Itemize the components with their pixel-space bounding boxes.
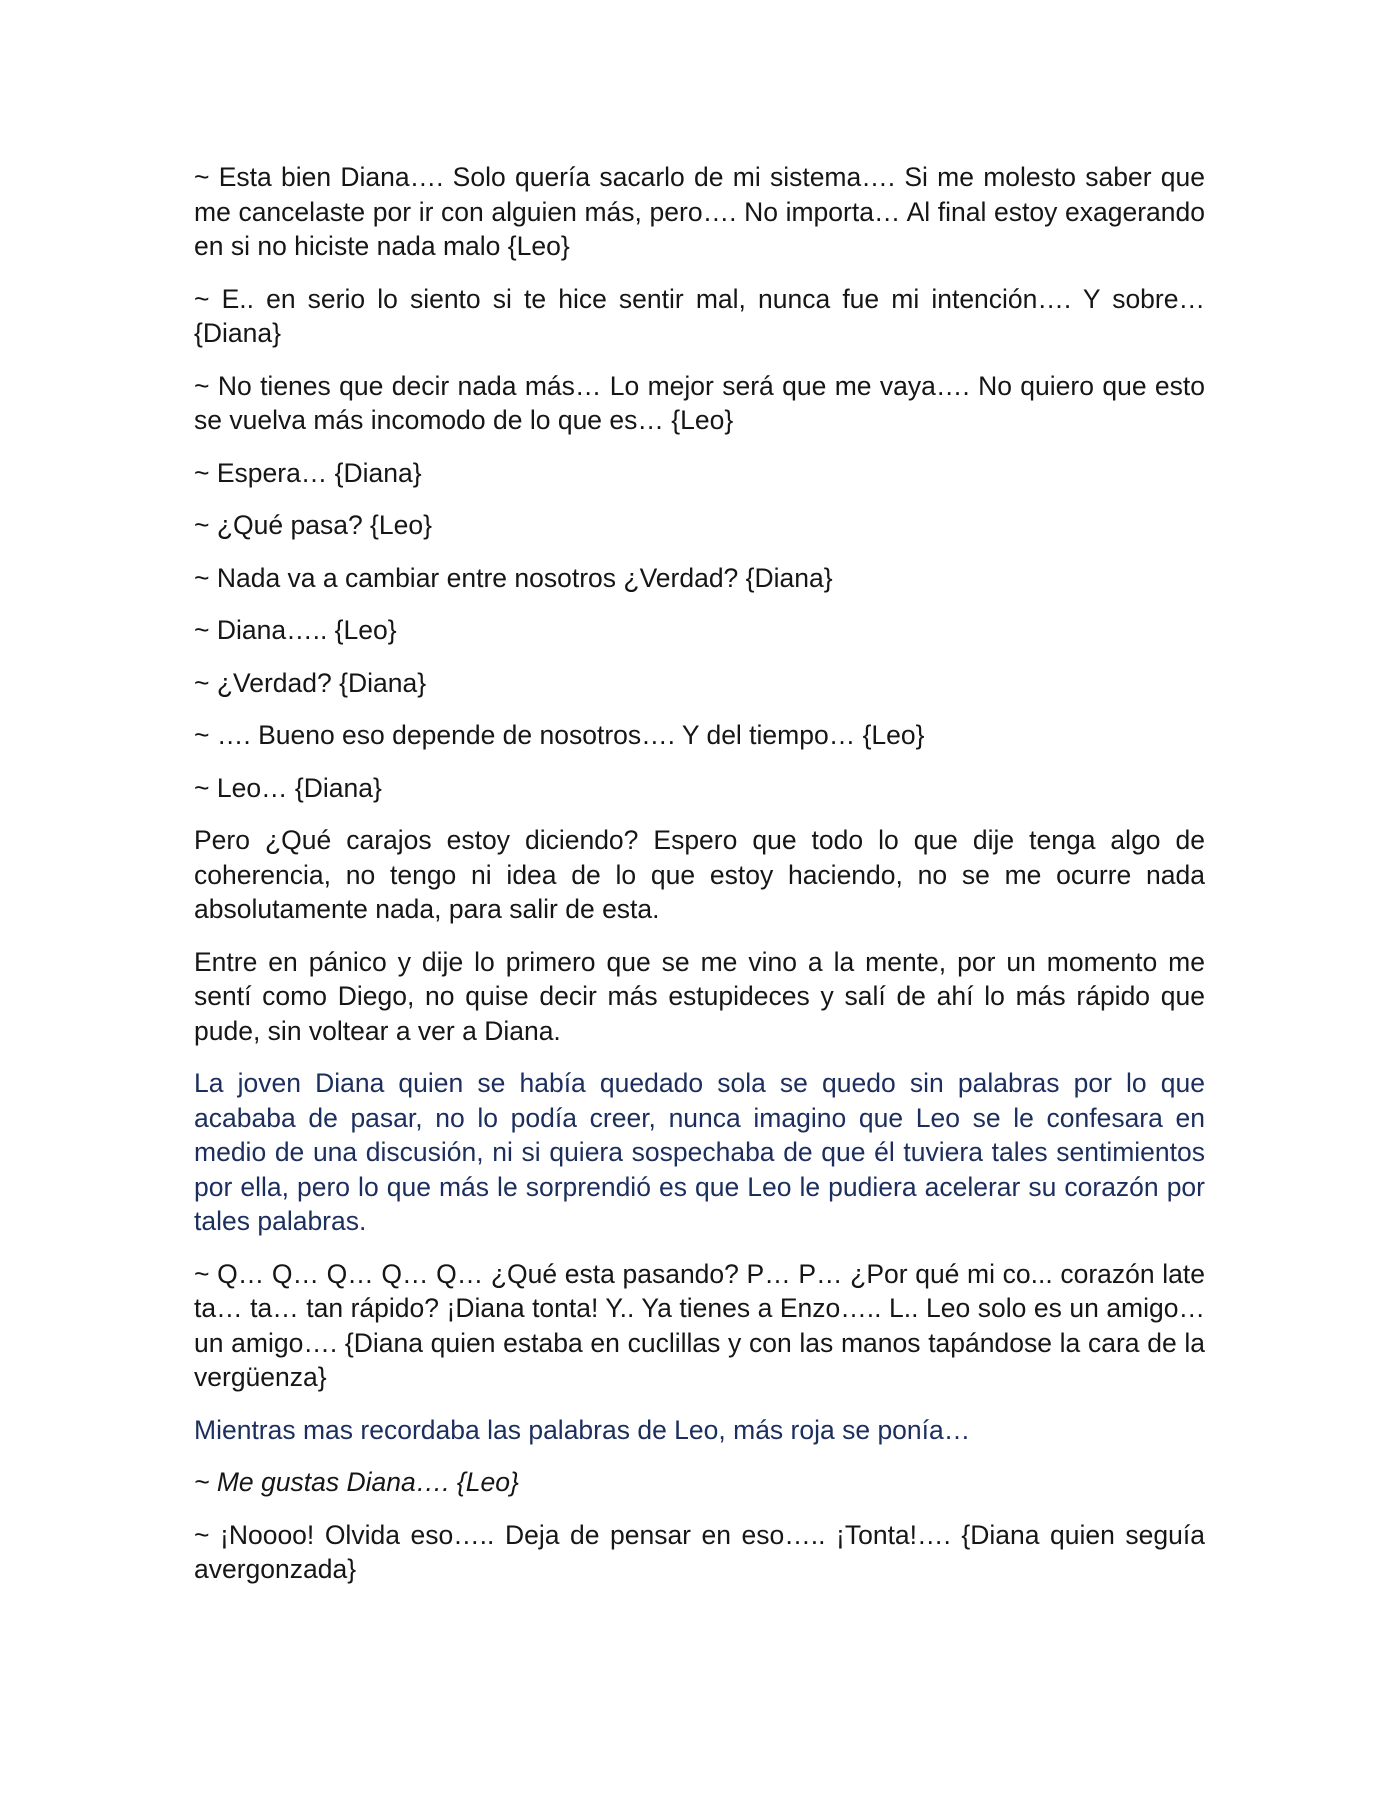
- paragraph-diana-leo: ~ Leo… {Diana}: [194, 772, 382, 803]
- paragraph-diana-right: ~ ¿Verdad? {Diana}: [194, 667, 427, 698]
- paragraph-leo-what: ~ ¿Qué pasa? {Leo}: [194, 510, 432, 540]
- document-page: [194, 160, 1205, 1605]
- paragraph-diana-nothing-changes: ~ Nada va a cambiar entre nosotros ¿Verdad? {Diana}: [194, 562, 833, 593]
- paragraph-narration-blush: Mientras mas recordaba las palabras de Leo, más roja se ponía…: [194, 1414, 971, 1445]
- paragraph-leo-cancel: ~ Esta bien Diana…. Solo quería sacarlo de mi sistema…. Si me molesto saber que me cancelaste por ir con alguien más, pero…. No importa… Al final estoy exagerando en si no hiciste nada malo {Leo}: [194, 162, 1205, 261]
- paragraph-leo-diana: ~ Diana….. {Leo}: [194, 615, 397, 645]
- paragraph-panic: Entre en pánico y dije lo primero que se me vino a la mente, por un momento me sentí como Diego, no quise decir más estupideces y salí de ahí lo más rápido que pude, sin voltear a ver a Diana.: [194, 946, 1205, 1046]
- paragraph-diana-forget: ~ ¡Noooo! Olvida eso….. Deja de pensar en eso….. ¡Tonta!…. {Diana quien seguía avergonzada}: [194, 1519, 1205, 1584]
- paragraph-narration-diana-alone: La joven Diana quien se había quedado sola se quedo sin palabras por lo que acababa de pasar, no lo podía creer, nunca imagino que Leo se le confesara en medio de una discusión, ni si quiera sospechaba de que él tuviera tales sentimientos por ella, pero lo que más le sorprendió es que Leo le pudiera acelerar su corazón por tales palabras.: [194, 1068, 1205, 1236]
- paragraph-leo-depends: ~ …. Bueno eso depende de nosotros…. Y del tiempo… {Leo}: [194, 720, 925, 750]
- paragraph-inner-thought: Pero ¿Qué carajos estoy diciendo? Espero que todo lo que dije tenga algo de coherencia, no tengo ni idea de lo que estoy haciendo, no se me ocurre nada absolutamente nada, para salir de esta.: [194, 825, 1205, 924]
- paragraph-leo-leave: ~ No tienes que decir nada más… Lo mejor será que me vaya…. No quiero que esto se vuelva más incomodo de lo que es… {Leo}: [194, 370, 1205, 435]
- paragraph-diana-wait: ~ Espera… {Diana}: [194, 457, 422, 488]
- paragraph-leo-confession: ~ Me gustas Diana…. {Leo}: [194, 1467, 519, 1497]
- paragraph-diana-stutter: ~ Q… Q… Q… Q… Q… ¿Qué esta pasando? P… P… ¿Por qué mi co... corazón late ta… ta… tan rápido? ¡Diana tonta! Y.. Ya tienes a Enzo….. L.. Leo solo es un amigo… un amigo…. {Diana quien estaba en cuclillas y con las manos tapándose la cara de la vergüenza}: [194, 1258, 1205, 1392]
- paragraph-diana-sorry: ~ E.. en serio lo siento si te hice sentir mal, nunca fue mi intención…. Y sobre… {Diana}: [194, 283, 1205, 348]
